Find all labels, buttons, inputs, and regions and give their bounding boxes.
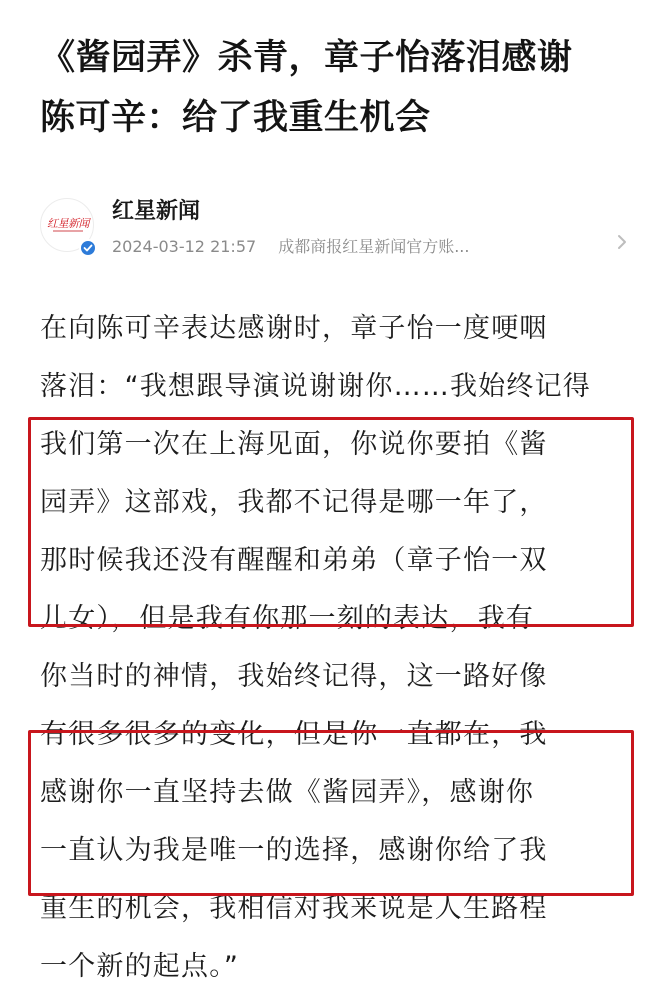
- source-name[interactable]: 红星新闻: [112, 199, 201, 224]
- body-line: 落泪：“我想跟导演说谢谢你……我始终记得: [40, 371, 591, 402]
- publish-datetime: 2024-03-12 21:57: [112, 237, 257, 256]
- body-line: 重生的机会，我相信对我来说是人生路程: [40, 893, 548, 924]
- body-line: 我们第一次在上海见面，你说你要拍《酱: [40, 429, 548, 460]
- source-meta: [112, 234, 469, 257]
- body-line: 在向陈可辛表达感谢时，章子怡一度哽咽: [40, 313, 548, 344]
- highlight-box-first: [28, 417, 634, 627]
- body-line: 一个新的起点。”: [40, 951, 240, 982]
- body-line: 你当时的神情，我始终记得，这一路好像: [40, 661, 548, 692]
- headline-line-1: 《酱园弄》杀青，章子怡落泪感谢: [40, 38, 573, 78]
- headline-line-2: 陈可辛：给了我重生机会: [40, 98, 431, 138]
- body-line: 园弄》这部戏，我都不记得是哪一年了，: [40, 487, 548, 518]
- source-logo-underline: [53, 230, 83, 232]
- body-line: 感谢你一直坚持去做《酱园弄》，感谢你: [40, 777, 535, 808]
- body-line: 那时候我还没有醒醒和弟弟（章子怡一双: [40, 545, 548, 576]
- source-avatar[interactable]: [40, 198, 94, 252]
- highlight-box-second: [28, 730, 634, 896]
- body-line: 有很多很多的变化，但是你一直都在，我: [40, 719, 548, 750]
- verified-check-icon: [79, 239, 97, 257]
- body-line: 一直认为我是唯一的选择，感谢你给了我: [40, 835, 548, 866]
- source-bar[interactable]: [40, 190, 630, 260]
- chevron-right-icon[interactable]: [614, 234, 630, 250]
- body-line: 儿女），但是我有你那一刻的表达，我有: [40, 603, 535, 634]
- source-description: 成都商报红星新闻官方账...: [278, 237, 470, 256]
- source-logo-text: 红星新闻: [47, 217, 89, 230]
- article-headline: [40, 28, 640, 148]
